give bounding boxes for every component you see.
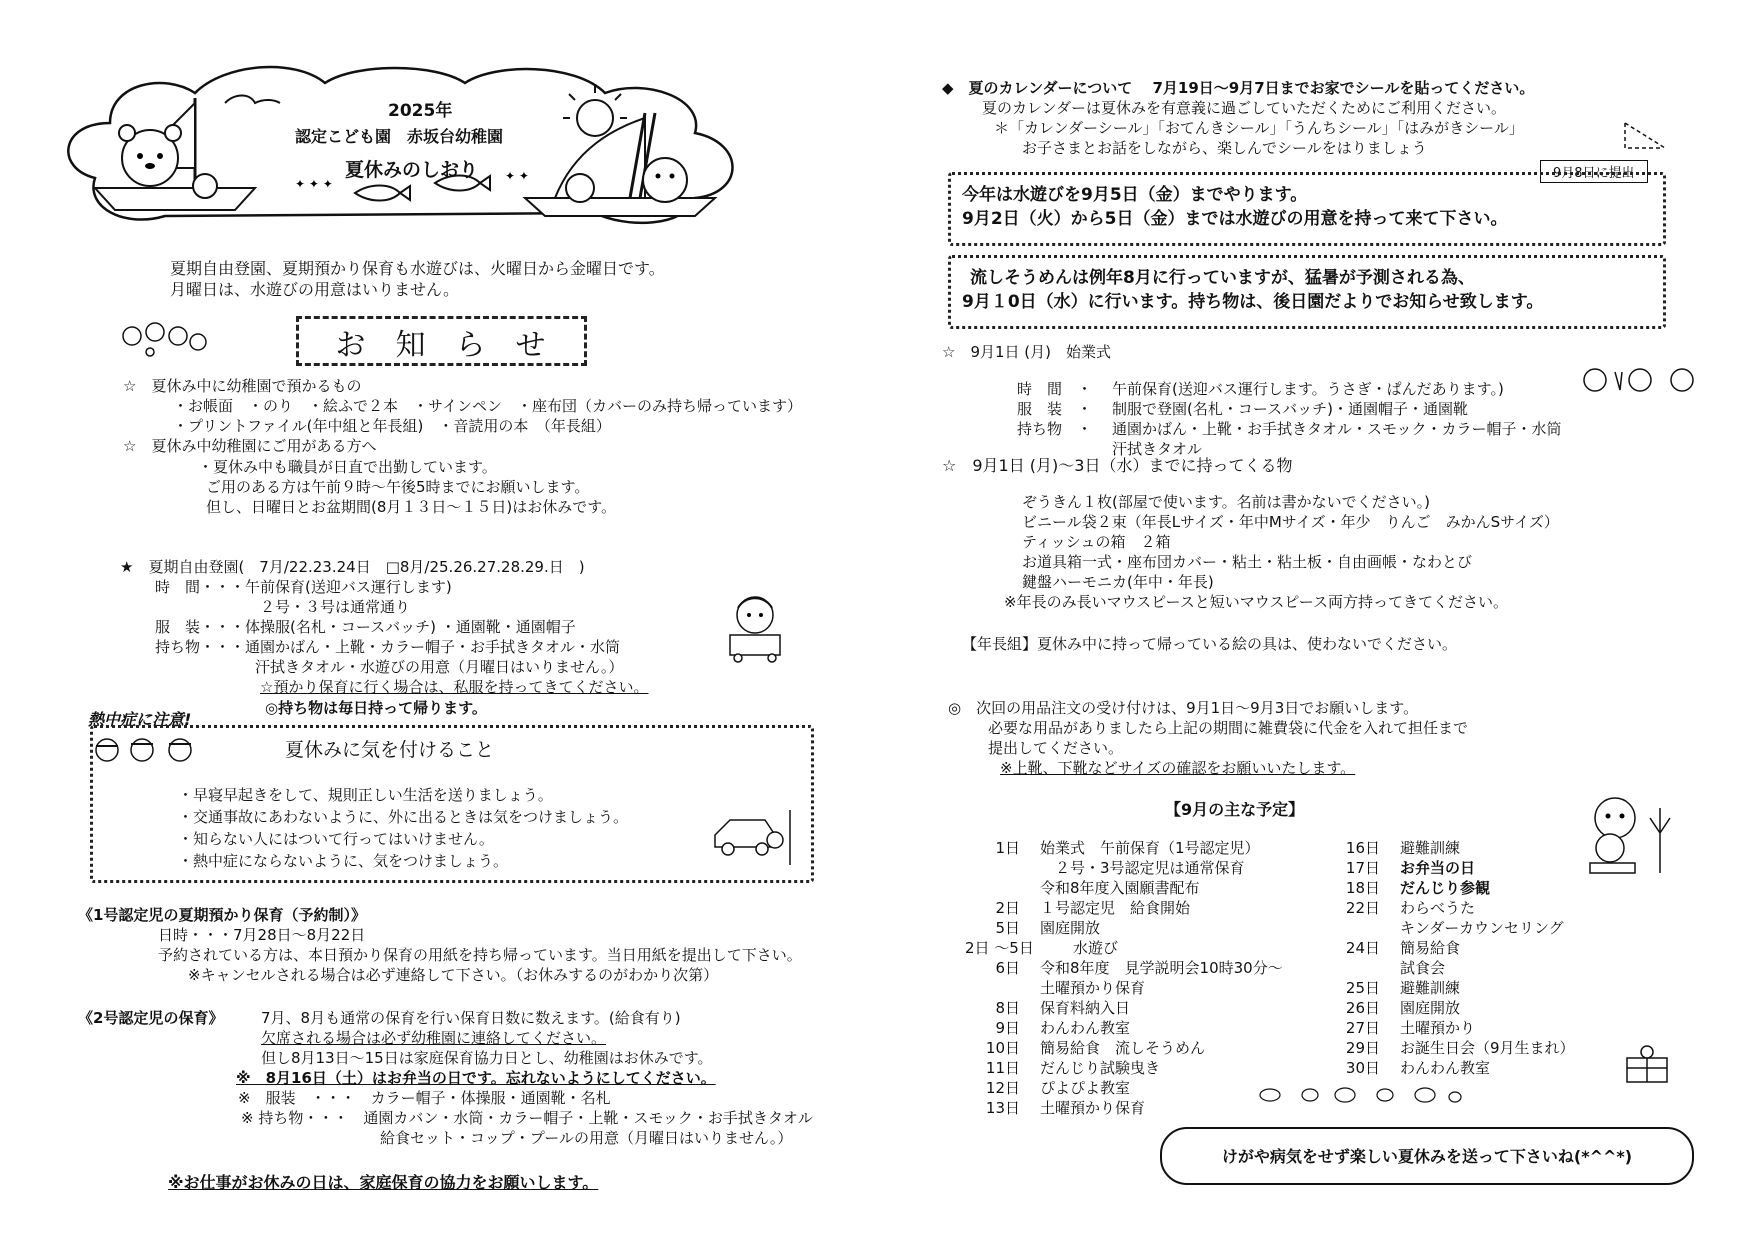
schedule-event: お誕生日会（9月生まれ） [1400, 1039, 1575, 1057]
schedule-date: 8日 [995, 999, 1020, 1017]
water-play-text [962, 183, 1652, 233]
schedule-row [1310, 918, 1610, 938]
bring-line: ぞうきん１枚(部屋で使います。名前は書かないでください。) [1022, 493, 1431, 511]
schedule-date: 12日 [985, 1079, 1020, 1097]
cert1-line: 日時・・・7月28日～8月22日 [158, 926, 366, 944]
header-cloud-illustration [55, 58, 755, 238]
schedule-event: 始業式 午前保育（1号認定児） [1040, 839, 1260, 857]
cert2-line: 欠席される場合は必ず幼稚園に連絡してください。 [261, 1029, 607, 1047]
schedule-event: 試食会 [1400, 959, 1446, 977]
schedule-event: 避難訓練 [1400, 979, 1461, 997]
bring-line: ティッシュの箱 ２箱 [1022, 533, 1171, 551]
closing-message: けがや病気をせず楽しい夏休みを送って下さいね(*^^*) [1221, 1147, 1633, 1166]
notice-list [123, 376, 883, 526]
schedule-row [950, 978, 1310, 998]
page-title: 夏休みのしおり [345, 159, 479, 181]
somen-line: 流しそうめんは例年8月に行っていますが、猛暑が予測される為、 [970, 268, 1475, 288]
schedule-date: 10日 [985, 1039, 1020, 1057]
submit-tag: 9月8日に提出 [1540, 160, 1648, 183]
children-illustration [120, 318, 210, 358]
schedule-date: 22日 [1345, 899, 1380, 917]
child-cart-illustration [720, 590, 790, 665]
water-play-line: 9月2日（火）から5日（金）までは水遊びの用意を持って来て下さい。 [962, 209, 1508, 229]
schedule-event: 園庭開放 [1400, 999, 1461, 1017]
svg-text:✦ ✦: ✦ ✦ [505, 169, 529, 183]
order-section [948, 698, 1648, 783]
intro-line: 夏期自由登園、夏期預かり保育も水遊びは、火曜日から金曜日です。 [170, 259, 665, 278]
schedule-date: 2日 [995, 899, 1020, 917]
schedule-date: 27日 [1345, 1019, 1380, 1037]
schedule-date: 26日 [1345, 999, 1380, 1017]
opening-title: ☆ 9月1日 (月) 始業式 [942, 343, 1112, 361]
gift-illustration [1622, 1040, 1672, 1085]
schedule-event: わんわん教室 [1040, 1019, 1131, 1037]
schedule-event: 簡易給食 流しそうめん [1040, 1039, 1206, 1057]
schedule-left-list [950, 838, 1310, 1118]
schedule-event: 土曜預かり [1400, 1019, 1476, 1037]
notice-line: ・夏休み中も職員が日直で出勤しています。 [198, 458, 497, 476]
opening-row-value: 制服で登園(名札・コースバッチ)・通園帽子・通園靴 [1112, 400, 1468, 418]
schedule-event: だんじり参観 [1400, 879, 1491, 897]
schedule-event: 保育料納入日 [1040, 999, 1131, 1017]
schedule-event: ぴよぴよ教室 [1040, 1079, 1131, 1097]
schedule-row [1310, 898, 1610, 918]
schedule-date: 6日 [995, 959, 1020, 977]
summer-free-line: 服 装・・・体操服(名札・コースバッチ) ・通園靴・通園帽子 [155, 618, 576, 636]
schedule-date: 24日 [1345, 939, 1380, 957]
schedule-event: 土曜預かり保育 [1040, 979, 1146, 997]
schedule-event: お弁当の日 [1400, 859, 1476, 877]
schedule-row [1310, 1058, 1610, 1078]
schedule-row [950, 918, 1310, 938]
schedule-row [950, 878, 1310, 898]
schedule-event: 土曜預かり保育 [1040, 1099, 1146, 1117]
order-line: 必要な用品がありましたら上記の期間に雑費袋に代金を入れて担任まで [988, 719, 1469, 737]
schedule-event: キンダーカウンセリング [1400, 919, 1564, 937]
schedule-event: わらべうた [1400, 899, 1476, 917]
cert2-footer: ※お仕事がお休みの日は、家庭保育の協力をお願いします。 [168, 1173, 599, 1192]
schedule-date: 5日 [995, 919, 1020, 937]
header-school-name: 認定こども園 赤坂台幼稚園 [295, 127, 504, 146]
summer-free-line: ☆預かり保育に行く場合は、私服を持ってきてください。 [260, 678, 649, 696]
cert1-title: 《1号認定児の夏期預かり保育（予約制）》 [78, 906, 366, 924]
cert2-section [78, 1008, 908, 1193]
cert1-section [78, 905, 898, 990]
schedule-row [1310, 958, 1610, 978]
careful-item: ・早寝早起きをして、規則正しい生活を送りましょう。 [178, 786, 553, 804]
calendar-line: お子さまとお話をしながら、楽しんでシールをはりましょう [1022, 139, 1427, 157]
heat-warning-label: 熱中症に注意! [88, 710, 192, 729]
opening-row-key: 時 間 ・ [1017, 380, 1093, 398]
schedule-row [1310, 1038, 1610, 1058]
somen-line: 9月１0日（水）に行います。持ち物は、後日園だよりでお知らせ致します。 [962, 292, 1544, 312]
schedule-row [1310, 938, 1610, 958]
bugs-illustration [1255, 1077, 1465, 1107]
schedule-date: 11日 [985, 1059, 1020, 1077]
schedule-event: １号認定児 給食開始 [1040, 899, 1191, 917]
schedule-row [950, 958, 1310, 978]
schedule-row [1310, 1018, 1610, 1038]
cert2-line: 7月、8月も通常の保育を行い保育日数に数えます。(給食有り) [261, 1009, 681, 1027]
summer-free-line: ◎持ち物は毎日持って帰ります。 [265, 699, 487, 717]
bring-line: 鍵盤ハーモニカ(年中・年長) [1022, 573, 1214, 591]
summer-free-line: ２号・３号は通常通り [260, 598, 411, 616]
opening-row-key: 持ち物 ・ [1017, 420, 1093, 438]
schedule-row [950, 1058, 1310, 1078]
schedule-date: 29日 [1345, 1039, 1380, 1057]
schedule-right-list [1310, 838, 1610, 1078]
schedule-row [950, 838, 1310, 858]
schedule-event: だんじり試験曳き [1040, 1059, 1161, 1077]
schedule-row [1310, 858, 1610, 878]
opening-row-value: 汗拭きタオル [1112, 440, 1203, 458]
schedule-row [950, 858, 1310, 878]
schedule-date: 2日 ～5日 [965, 939, 1034, 957]
schedule-row [1310, 978, 1610, 998]
somen-text [962, 266, 1652, 316]
cert2-line: ※ 8月16日（土）はお弁当の日です。忘れないようにしてください。 [236, 1069, 716, 1087]
summer-free-line: 時 間・・・午前保育(送迎バス運行します) [155, 578, 452, 596]
summer-free-line: ★ 夏期自由登園( 7月/22.23.24日 □8月/25.26.27.28.29.日 ) [120, 558, 585, 576]
order-line: 提出してください。 [988, 739, 1124, 757]
cert1-line: ※キャンセルされる場合は必ず連絡して下さい。（お休みするのがわかり次第） [188, 966, 719, 984]
header-year: 2025年 [388, 101, 453, 121]
summer-free-section [120, 557, 820, 722]
notice-line: ・プリントファイル(年中組と年長組) ・音読用の本 （年長組） [173, 417, 611, 435]
svg-text:✦ ✦ ✦: ✦ ✦ ✦ [295, 177, 333, 191]
bring-title: ☆ 9月1日 (月)～3日（水）までに持ってくる物 [942, 456, 1293, 475]
schedule-event: 避難訓練 [1400, 839, 1461, 857]
opening-row-value: 通園かばん・上靴・お手拭きタオル・スモック・カラー帽子・水筒 [1112, 420, 1562, 438]
cert2-line: 但し8月13日～15日は家庭保育協力日とし、幼稚園はお休みです。 [261, 1049, 713, 1067]
schedule-event: 簡易給食 [1400, 939, 1461, 957]
cert2-line: ※ 持ち物・・・ 通園カバン・水筒・カラー帽子・上靴・スモック・お手拭きタオル [241, 1109, 813, 1127]
bring-line: お道具箱一式・座布団カバー・粘土・粘土板・自由画帳・なわとび [1022, 553, 1473, 571]
schedule-event: ２号・3号認定児は通常保育 [1040, 859, 1245, 877]
careful-list [178, 784, 738, 874]
order-line: ◎ 次回の用品注文の受け付けは、9月1日～9月3日でお願いします。 [948, 699, 1419, 717]
schedule-date: 13日 [985, 1099, 1020, 1117]
intro-line: 月曜日は、水遊びの用意はいりません。 [170, 280, 459, 299]
summer-free-line: 汗拭きタオル・水遊びの用意（月曜日はいりません。） [255, 658, 624, 676]
schedule-date: 18日 [1345, 879, 1380, 897]
cert1-line: 予約されている方は、本日預かり保育の用紙を持ち帰っています。当日用紙を提出して下さい。 [158, 946, 802, 964]
careful-item: ・交通事故にあわないように、外に出るときは気をつけましょう。 [178, 808, 629, 826]
notice-line: ご用のある方は午前９時～午後5時までにお願いします。 [206, 478, 590, 496]
opening-row-value: 午前保育(送迎バス運行します。うさぎ・ぱんだあります。) [1112, 380, 1504, 398]
schedule-row [950, 938, 1310, 958]
cert2-title: 《2号認定児の保育》 [78, 1009, 224, 1027]
notice-heading: お 知 ら せ [335, 328, 546, 363]
notice-line: 但し、日曜日とお盆期間(8月１３日～１５日)はお休みです。 [206, 498, 617, 516]
submit-callout-arrow [1620, 118, 1690, 163]
bring-section [942, 456, 1722, 656]
calendar-line: ＊「カレンダーシール」「おてんきシール」「うんちシール」「はみがきシール」 [994, 119, 1524, 137]
schedule-date: 1日 [995, 839, 1020, 857]
notice-line: ☆ 夏休み中幼稚園にご用がある方へ [123, 437, 377, 455]
careful-item: ・熱中症にならないように、気をつけましょう。 [178, 852, 509, 870]
schedule-title: 【9月の主な予定】 [1165, 800, 1305, 819]
cert2-line: 給食セット・コップ・プールの用意（月曜日はいりません。） [380, 1129, 793, 1147]
careful-item: ・知らない人にはついて行ってはいけません。 [178, 830, 494, 848]
bring-note: 【年長組】夏休み中に持って帰っている絵の具は、使わないでください。 [962, 635, 1458, 653]
cert2-line: ※ 服装 ・・・ カラー帽子・体操服・通園靴・名札 [238, 1089, 611, 1107]
calendar-section [942, 78, 1722, 158]
schedule-date: 25日 [1345, 979, 1380, 997]
schedule-row [1310, 838, 1610, 858]
schedule-event: 令和8年度 見学説明会10時30分～ [1040, 959, 1283, 977]
careful-title: 夏休みに気を付けること [285, 739, 495, 761]
schedule-event: 園庭開放 [1040, 919, 1101, 937]
schedule-row [950, 1018, 1310, 1038]
summer-free-line: 持ち物・・・通園かばん・上靴・カラー帽子・お手拭きタオル・水筒 [155, 638, 621, 656]
notice-line: ・お帳面 ・のり ・絵ふで２本 ・サインペン ・座布団（カバーのみ持ち帰っています） [173, 397, 802, 415]
schedule-row [950, 1038, 1310, 1058]
notice-line: ☆ 夏休み中に幼稚園で預かるもの [123, 377, 362, 395]
schedule-event: 水遊び [1058, 939, 1119, 957]
schedule-date: 30日 [1345, 1059, 1380, 1077]
water-play-line: 今年は水遊びを9月5日（金）までやります。 [962, 185, 1308, 205]
calendar-title: ◆ 夏のカレンダーについて 7月19日～9月7日までお家でシールを貼ってください。 [942, 79, 1535, 97]
schedule-date: 9日 [995, 1019, 1020, 1037]
schedule-row [950, 898, 1310, 918]
calendar-line: 夏のカレンダーは夏休みを有意義に過ごしていただくためにご利用ください。 [982, 99, 1507, 117]
opening-row-key: 服 装 ・ [1017, 400, 1093, 418]
schedule-row [1310, 998, 1610, 1018]
schedule-event: わんわん教室 [1400, 1059, 1491, 1077]
schedule-date: 17日 [1345, 859, 1380, 877]
schedule-event: 令和8年度入園願書配布 [1040, 879, 1200, 897]
bring-line: ※年長のみ長いマウスピースと短いマウスピース両方持ってきてください。 [1004, 593, 1508, 611]
order-line: ※上靴、下靴などサイズの確認をお願いいたします。 [1000, 759, 1356, 777]
schedule-row [950, 998, 1310, 1018]
bring-line: ビニール袋２束（年長Lサイズ・年中Mサイズ・年少 りんご みかんSサイズ） [1022, 513, 1559, 531]
schedule-date: 16日 [1345, 839, 1380, 857]
children-row-illustration [1580, 362, 1700, 400]
traffic-illustration [710, 805, 800, 870]
schedule-row [1310, 878, 1610, 898]
